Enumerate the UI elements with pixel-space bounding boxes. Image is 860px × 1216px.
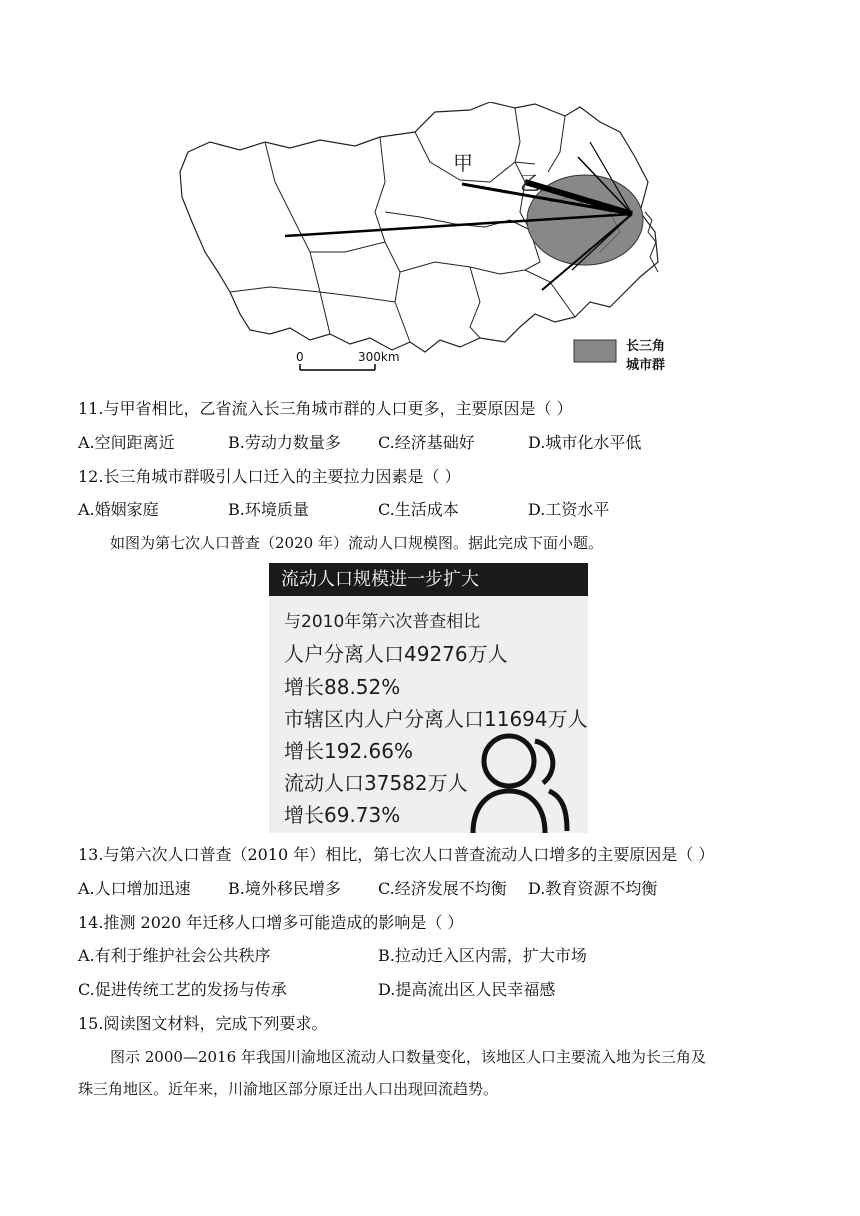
q14-option-b: B.拉动迁入区内需，扩大市场 — [378, 946, 587, 965]
q11-option-c: C.经济基础好 — [378, 433, 475, 452]
internal-borders — [265, 142, 330, 334]
panel-line-1: 与2010年第六次普查相比 — [284, 612, 481, 632]
question-11-stem: 11.与甲省相比，乙省流入长三角城市群的人口更多，主要原因是（ ） — [78, 399, 573, 418]
paragraph-15-line-2: 珠三角地区。近年来，川渝地区部分原迁出人口出现回流趋势。 — [78, 1080, 499, 1098]
people-icon — [467, 731, 571, 833]
panel-line-6: 流动人口37582万人 — [284, 771, 468, 795]
q13-option-c: C.经济发展不均衡 — [378, 879, 507, 898]
panel-line-5: 增长192.66% — [284, 739, 413, 763]
migration-map — [170, 102, 690, 384]
q11-option-a: A.空间距离近 — [78, 433, 175, 452]
panel-line-4: 市辖区内人户分离人口11694万人 — [284, 707, 588, 731]
q11-option-b: B.劳动力数量多 — [228, 433, 341, 452]
q12-option-d: D.工资水平 — [528, 500, 610, 519]
panel-header: 流动人口规模进一步扩大 — [269, 563, 588, 596]
label-jia: 甲 — [453, 151, 473, 175]
q11-option-d: D.城市化水平低 — [528, 433, 642, 452]
migration-info-panel — [269, 563, 588, 833]
panel-line-2: 人户分离人口49276万人 — [284, 642, 508, 666]
q12-option-c: C.生活成本 — [378, 500, 459, 519]
legend-line2: 城市群 — [626, 358, 666, 373]
legend-swatch — [574, 340, 616, 362]
q13-option-a: A.人口增加迅速 — [78, 879, 191, 898]
q12-option-b: B.环境质量 — [228, 500, 309, 519]
q14-option-d: D.提高流出区人民幸福感 — [378, 980, 556, 999]
scale-zero: 0 — [296, 350, 304, 364]
legend-line1: 长三角 — [626, 339, 666, 354]
q14-option-c: C.促进传统工艺的发扬与传承 — [78, 980, 287, 999]
scale-distance: 300km — [358, 350, 400, 364]
paragraph-15-line-1: 图示 2000—2016 年我国川渝地区流动人口数量变化，该地区人口主要流入地为长三角及 — [110, 1048, 706, 1066]
question-12-stem: 12.长三角城市群吸引人口迁入的主要拉力因素是（ ） — [78, 467, 461, 486]
q12-option-a: A.婚姻家庭 — [78, 500, 159, 519]
panel-line-7: 增长69.73% — [284, 803, 401, 827]
question-14-stem: 14.推测 2020 年迁移人口增多可能造成的影响是（ ） — [78, 913, 464, 932]
question-13-stem: 13.与第六次人口普查（2010 年）相比，第七次人口普查流动人口增多的主要原因是（ ） — [78, 845, 715, 864]
label-yi: 乙 — [520, 171, 540, 195]
panel-line-3: 增长88.52% — [284, 675, 401, 699]
q13-option-b: B.境外移民增多 — [228, 879, 341, 898]
q14-option-a: A.有利于维护社会公共秩序 — [78, 946, 271, 965]
intro-13-14: 如图为第七次人口普查（2020 年）流动人口规模图。据此完成下面小题。 — [110, 534, 603, 552]
question-15-stem: 15.阅读图文材料，完成下列要求。 — [78, 1014, 328, 1033]
q13-option-d: D.教育资源不均衡 — [528, 879, 658, 898]
